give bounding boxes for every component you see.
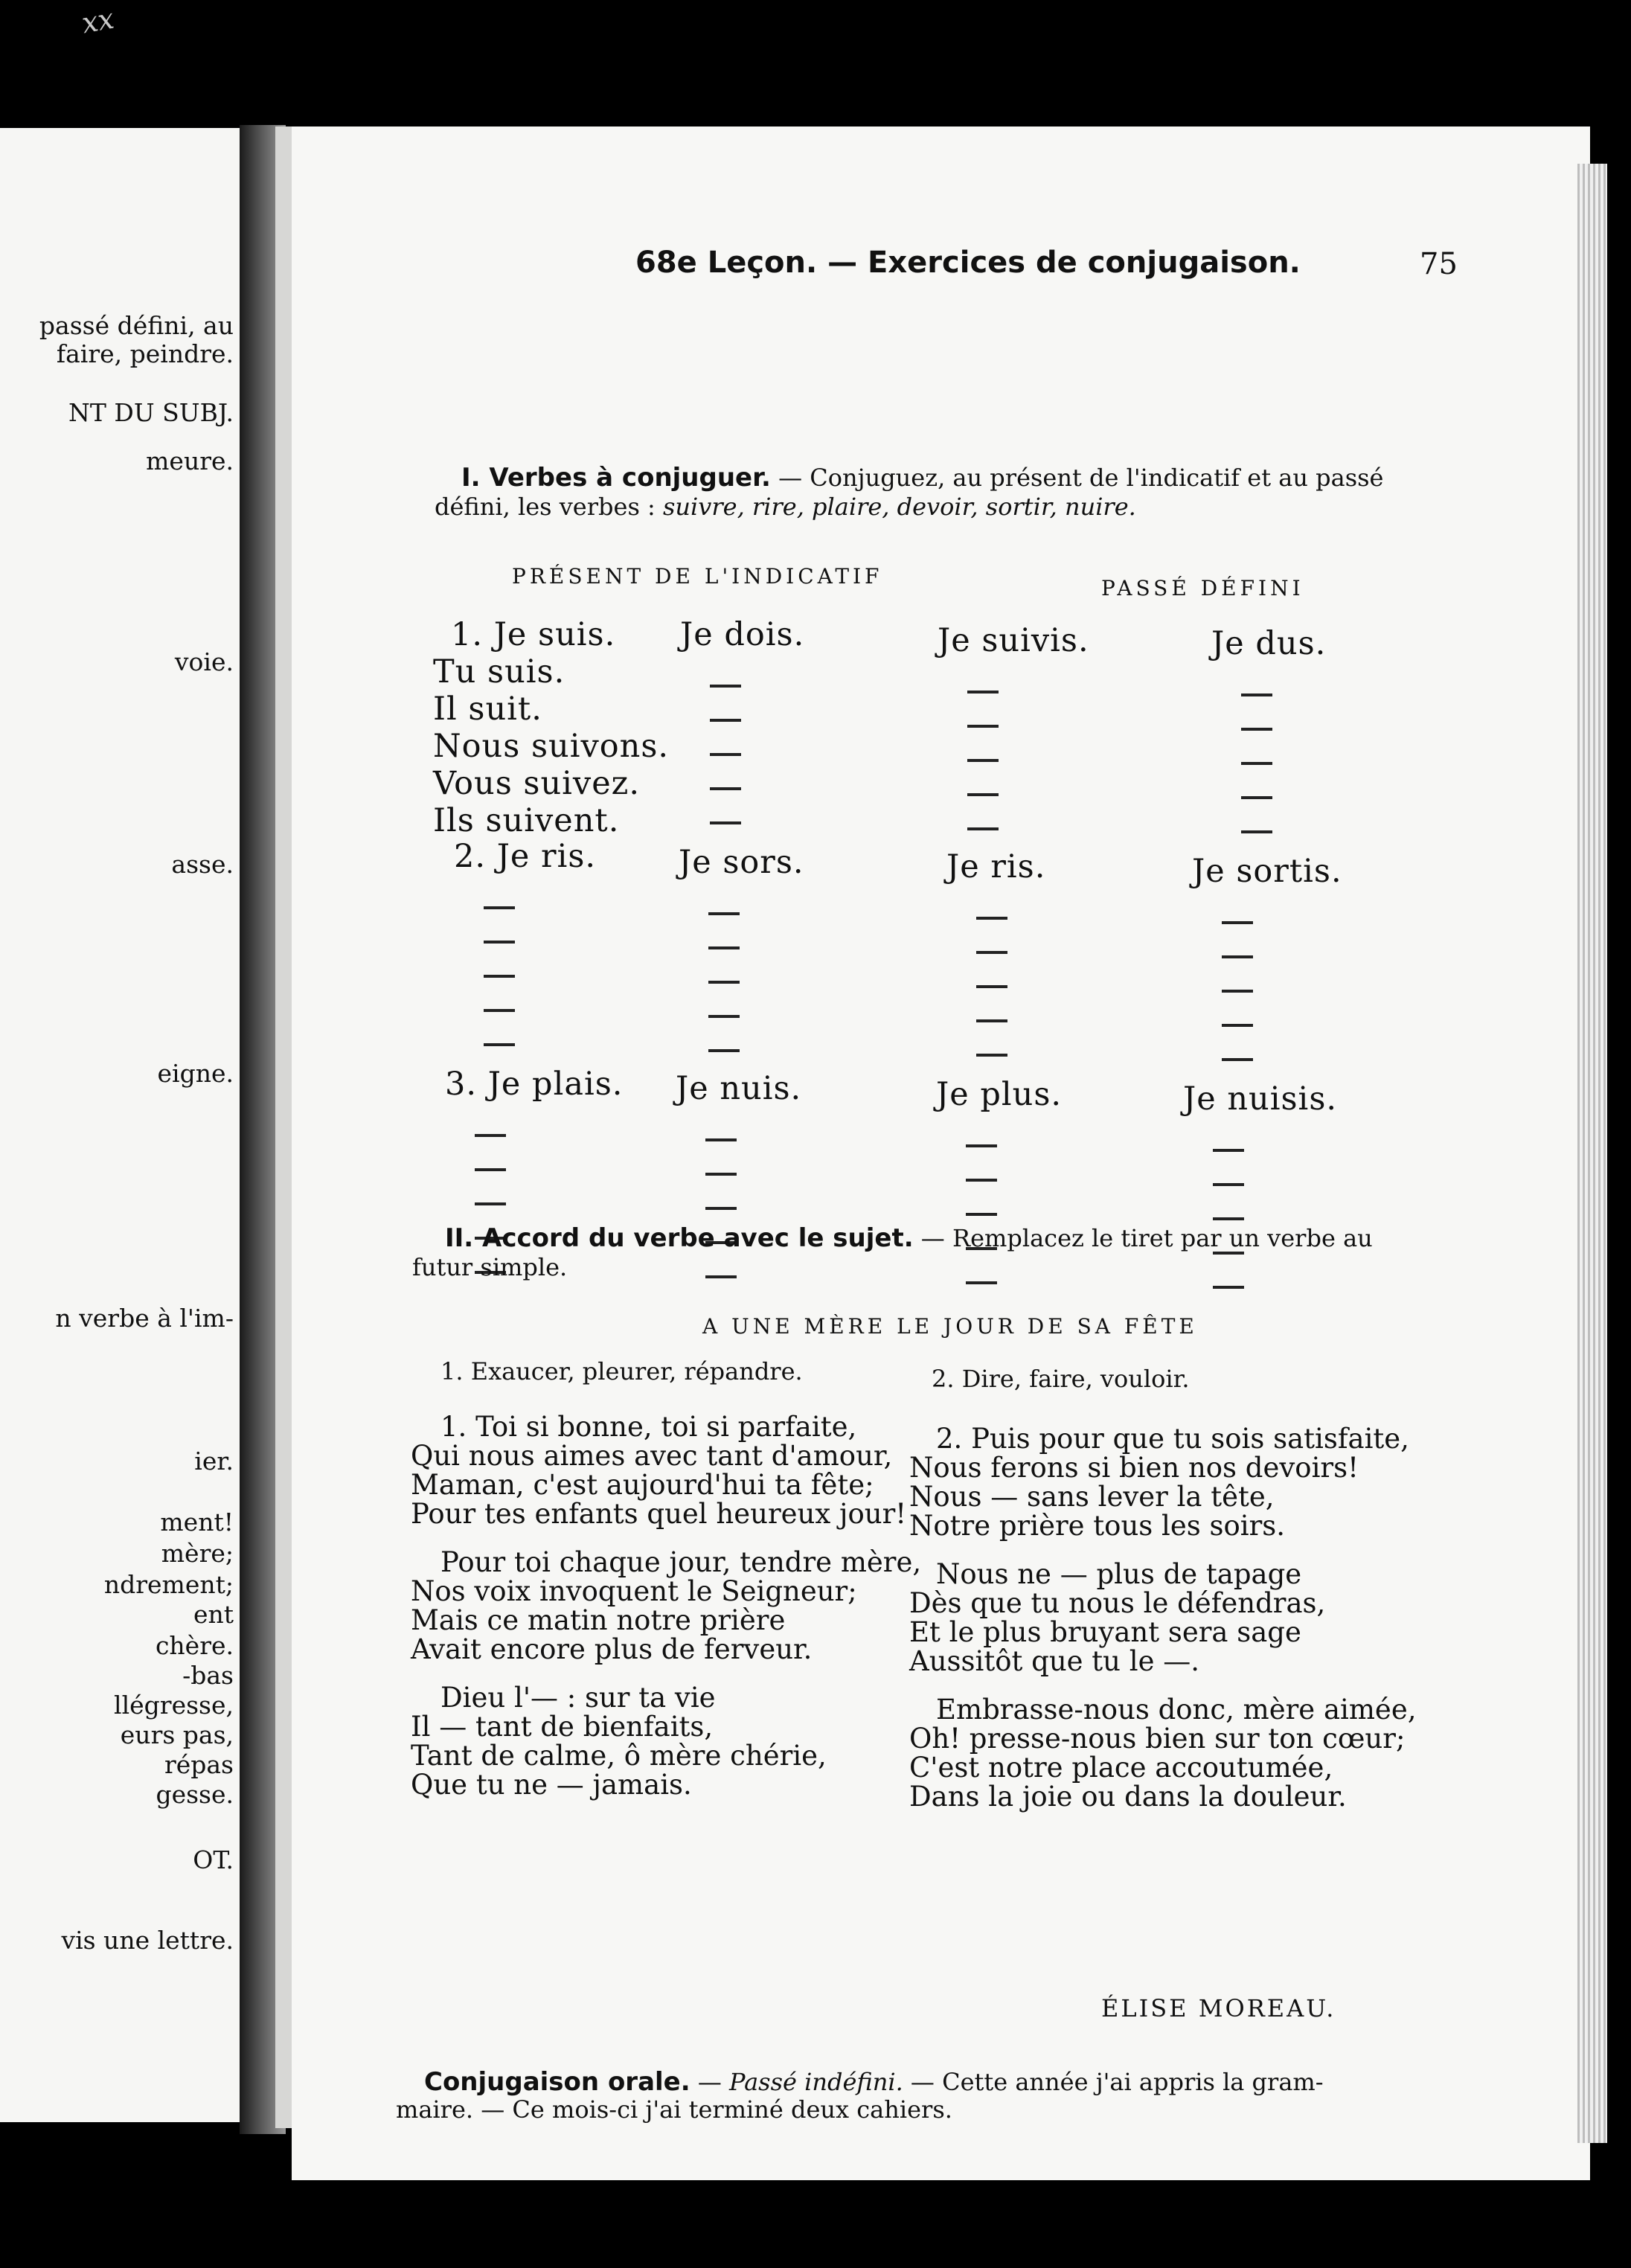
blank-dash [1222,1058,1253,1061]
exercise1-line1 [461,463,1383,493]
verse-line: Nous ferons si bien nos devoirs! [909,1452,1359,1484]
blank-dash [976,985,1007,988]
page-number: 75 [1420,247,1458,281]
verse-line: 1. Toi si bonne, toi si parfaite, [440,1411,857,1443]
blank-dash [708,981,740,984]
blank-dash [475,1202,506,1205]
blank-dash [966,1179,997,1182]
verse-line: Maman, c'est aujourd'hui ta fête; [411,1469,874,1501]
exercise2-line1 [445,1223,1373,1253]
left-page-line: ent [193,1600,234,1629]
blank-dash [484,941,515,944]
verbs-left: 1. Exaucer, pleurer, répandre. [440,1357,803,1386]
left-page-line: gesse. [156,1780,234,1809]
left-page-line: eigne. [157,1059,234,1088]
conj-first-form: Je nuis. [676,1070,802,1107]
conjugation-devoir-present [680,616,804,824]
left-page-line: ndrement; [103,1570,234,1599]
oral-line1 [424,2067,1324,2097]
blank-dash [710,685,741,688]
oral-text: — Cette année j'ai appris la gram- [903,2068,1324,2096]
oral-dash: — [690,2068,729,2096]
conj-first-form: Je ris. [946,848,1046,885]
blank-dash [1241,830,1272,833]
blank-dash [1213,1217,1244,1220]
left-page-line: llégresse, [114,1691,234,1720]
blank-dash [710,753,741,756]
blank-dash [705,1275,737,1278]
conj-first-form: 3. Je plais. [445,1066,624,1103]
poem-title: A UNE MÈRE LE JOUR DE SA FÊTE [702,1314,1198,1339]
verse-line: Et le plus bruyant sera sage [909,1616,1301,1648]
left-page-line: eurs pas, [120,1720,234,1749]
conj-line: Nous suivons. [433,728,670,765]
conj-first-form: Je sortis. [1192,853,1342,890]
conjugation-rire-present [454,838,596,1046]
poem-left-column [411,1412,921,1799]
verse-line: Dieu l'— : sur ta vie [440,1682,716,1714]
conjugation-nuire-passe [1183,1080,1337,1289]
blank-dash [705,1138,737,1141]
blank-dash [1222,921,1253,924]
conjugation-sortir-present [679,844,804,1052]
conjugation-devoir-passe [1211,625,1326,833]
verse-line: Notre prière tous les soirs. [909,1510,1286,1542]
blank-dash [484,906,515,909]
blank-dash [967,793,999,796]
verse-line: Aussitôt que tu le —. [909,1645,1200,1677]
blank-dash [1213,1286,1244,1289]
verse-line: Nous ne — plus de tapage [936,1558,1302,1590]
verse-line: 2. Puis pour que tu sois satisfaite, [936,1423,1409,1455]
blank-dash [966,1144,997,1147]
poem-author: ÉLISE MOREAU. [1101,1994,1336,2022]
blank-dash [967,725,999,728]
verse-line: Tant de calme, ô mère chérie, [411,1740,827,1772]
right-page [292,126,1590,2180]
blank-dash [705,1207,737,1210]
left-page-line: ment! [160,1508,234,1537]
exercise1-line2 [435,493,1136,521]
blank-dash [475,1168,506,1171]
left-page-line: -bas [182,1661,234,1690]
blank-dash [1241,693,1272,696]
conj-first-form: Je dus. [1211,625,1327,662]
blank-dash [1241,796,1272,799]
conjugation-sortir-passe [1192,853,1342,1061]
blank-dash [966,1281,997,1284]
conjugation-rire-passe [946,848,1045,1057]
left-page-line: NT DU SUBJ. [68,398,234,427]
left-page-line: OT. [193,1845,234,1874]
running-title: 68e Leçon. — Exercices de conjugaison. [635,246,1301,280]
left-page-line: asse. [171,850,234,879]
blank-dash [1241,728,1272,731]
oral-heading: Conjugaison orale. [424,2067,690,2097]
blank-dash [976,951,1007,954]
conj-first-form: 2. Je ris. [454,838,597,875]
verse-line: Oh! presse-nous bien sur ton cœur; [909,1723,1406,1755]
verse-line: Que tu ne — jamais. [411,1769,692,1801]
blank-dash [967,827,999,830]
blank-dash [1213,1149,1244,1152]
oral-tense: Passé indéfini. [729,2068,903,2096]
blank-dash [710,821,741,824]
verse-line: Mais ce matin notre prière [411,1604,786,1636]
scan-handwritten-note: xx [79,1,117,40]
left-page [0,128,247,2122]
exercise1-verbs: suivre, rire, plaire, devoir, sortir, nuire. [663,493,1136,521]
exercise2-heading: II. Accord du verbe avec le sujet. [445,1223,914,1253]
blank-dash [1222,990,1253,993]
blank-dash [484,975,515,978]
oral-line2: maire. — Ce mois-ci j'ai terminé deux cahiers. [396,2095,952,2124]
exercise1-heading: I. Verbes à conjuguer. [461,463,771,493]
exercise2-instruction: — Remplacez le tiret par un verbe au [913,1224,1373,1252]
blank-dash [976,1019,1007,1022]
left-page-line: chère. [155,1631,234,1660]
exercise1-instruction: — Conjuguez, au présent de l'indicatif et au passé [770,464,1384,492]
left-page-line: voie. [174,647,234,676]
left-page-line: n verbe à l'im- [55,1304,234,1333]
left-page-line: faire, peindre. [56,339,234,368]
blank-dash [966,1213,997,1216]
blank-dash [484,1043,515,1046]
blank-dash [475,1134,506,1137]
blank-dash [976,917,1007,920]
left-page-line: meure. [146,446,234,475]
blank-dash [710,787,741,790]
verse-line: Pour toi chaque jour, tendre mère, [440,1546,922,1578]
left-page-line: mère; [161,1539,234,1568]
verse-line: Dans la joie ou dans la douleur. [909,1781,1347,1813]
verse-line: C'est notre place accoutumée, [909,1752,1333,1784]
poem-right-column [909,1424,1416,1811]
blank-dash [708,1049,740,1052]
conj-first-form: Je sors. [679,844,804,881]
verbs-right: 2. Dire, faire, vouloir. [932,1365,1190,1393]
conj-line: Vous suivez. [433,765,640,802]
blank-dash [708,912,740,915]
verse-line: Dès que tu nous le défendras, [909,1587,1326,1619]
blank-dash [1222,955,1253,958]
blank-dash [708,1015,740,1018]
page-edges [1577,164,1607,2143]
blank-dash [976,1054,1007,1057]
blank-dash [1222,1024,1253,1027]
conj-first-form: Je suivis. [938,622,1089,659]
blank-dash [967,691,999,693]
blank-dash [705,1173,737,1176]
conj-first-form: Je plus. [936,1076,1063,1113]
column-header-passe: PASSÉ DÉFINI [1101,576,1304,600]
blank-dash [710,719,741,722]
conj-line: 1. Je suis. [451,616,616,653]
blank-dash [1241,762,1272,765]
verse-line: Nos voix invoquent le Seigneur; [411,1575,857,1607]
left-page-line: répas [164,1750,234,1779]
blank-dash [708,946,740,949]
column-header-present: PRÉSENT DE L'INDICATIF [512,564,883,589]
blank-dash [967,759,999,762]
verse-line: Pour tes enfants quel heureux jour! [411,1498,907,1530]
left-page-line: vis une lettre. [61,1926,234,1955]
verse-line: Nous — sans lever la tête, [909,1481,1275,1513]
verse-line: Qui nous aimes avec tant d'amour, [411,1440,893,1472]
exercise2-line2: futur simple. [412,1253,568,1281]
left-page-line: ier. [194,1447,234,1476]
conjugation-suivre-passe [938,622,1089,830]
left-page-line: passé défini, au [39,311,234,340]
verse-line: Avait encore plus de ferveur. [411,1633,813,1665]
conj-line: Tu suis. [433,653,565,691]
blank-dash [484,1009,515,1012]
conj-first-form: Je nuisis. [1183,1080,1338,1118]
conjugation-plaire-passe [936,1076,1062,1284]
verse-line: Il — tant de bienfaits, [411,1711,714,1743]
conj-line: Ils suivent. [433,802,620,839]
exercise1-line2-start: défini, les verbes : [435,493,663,521]
conj-line: Il suit. [433,691,542,728]
conjugation-suivre-present [433,616,669,839]
verse-line: Embrasse-nous donc, mère aimée, [936,1694,1417,1726]
blank-dash [1213,1183,1244,1186]
conj-first-form: Je dois. [680,616,805,653]
